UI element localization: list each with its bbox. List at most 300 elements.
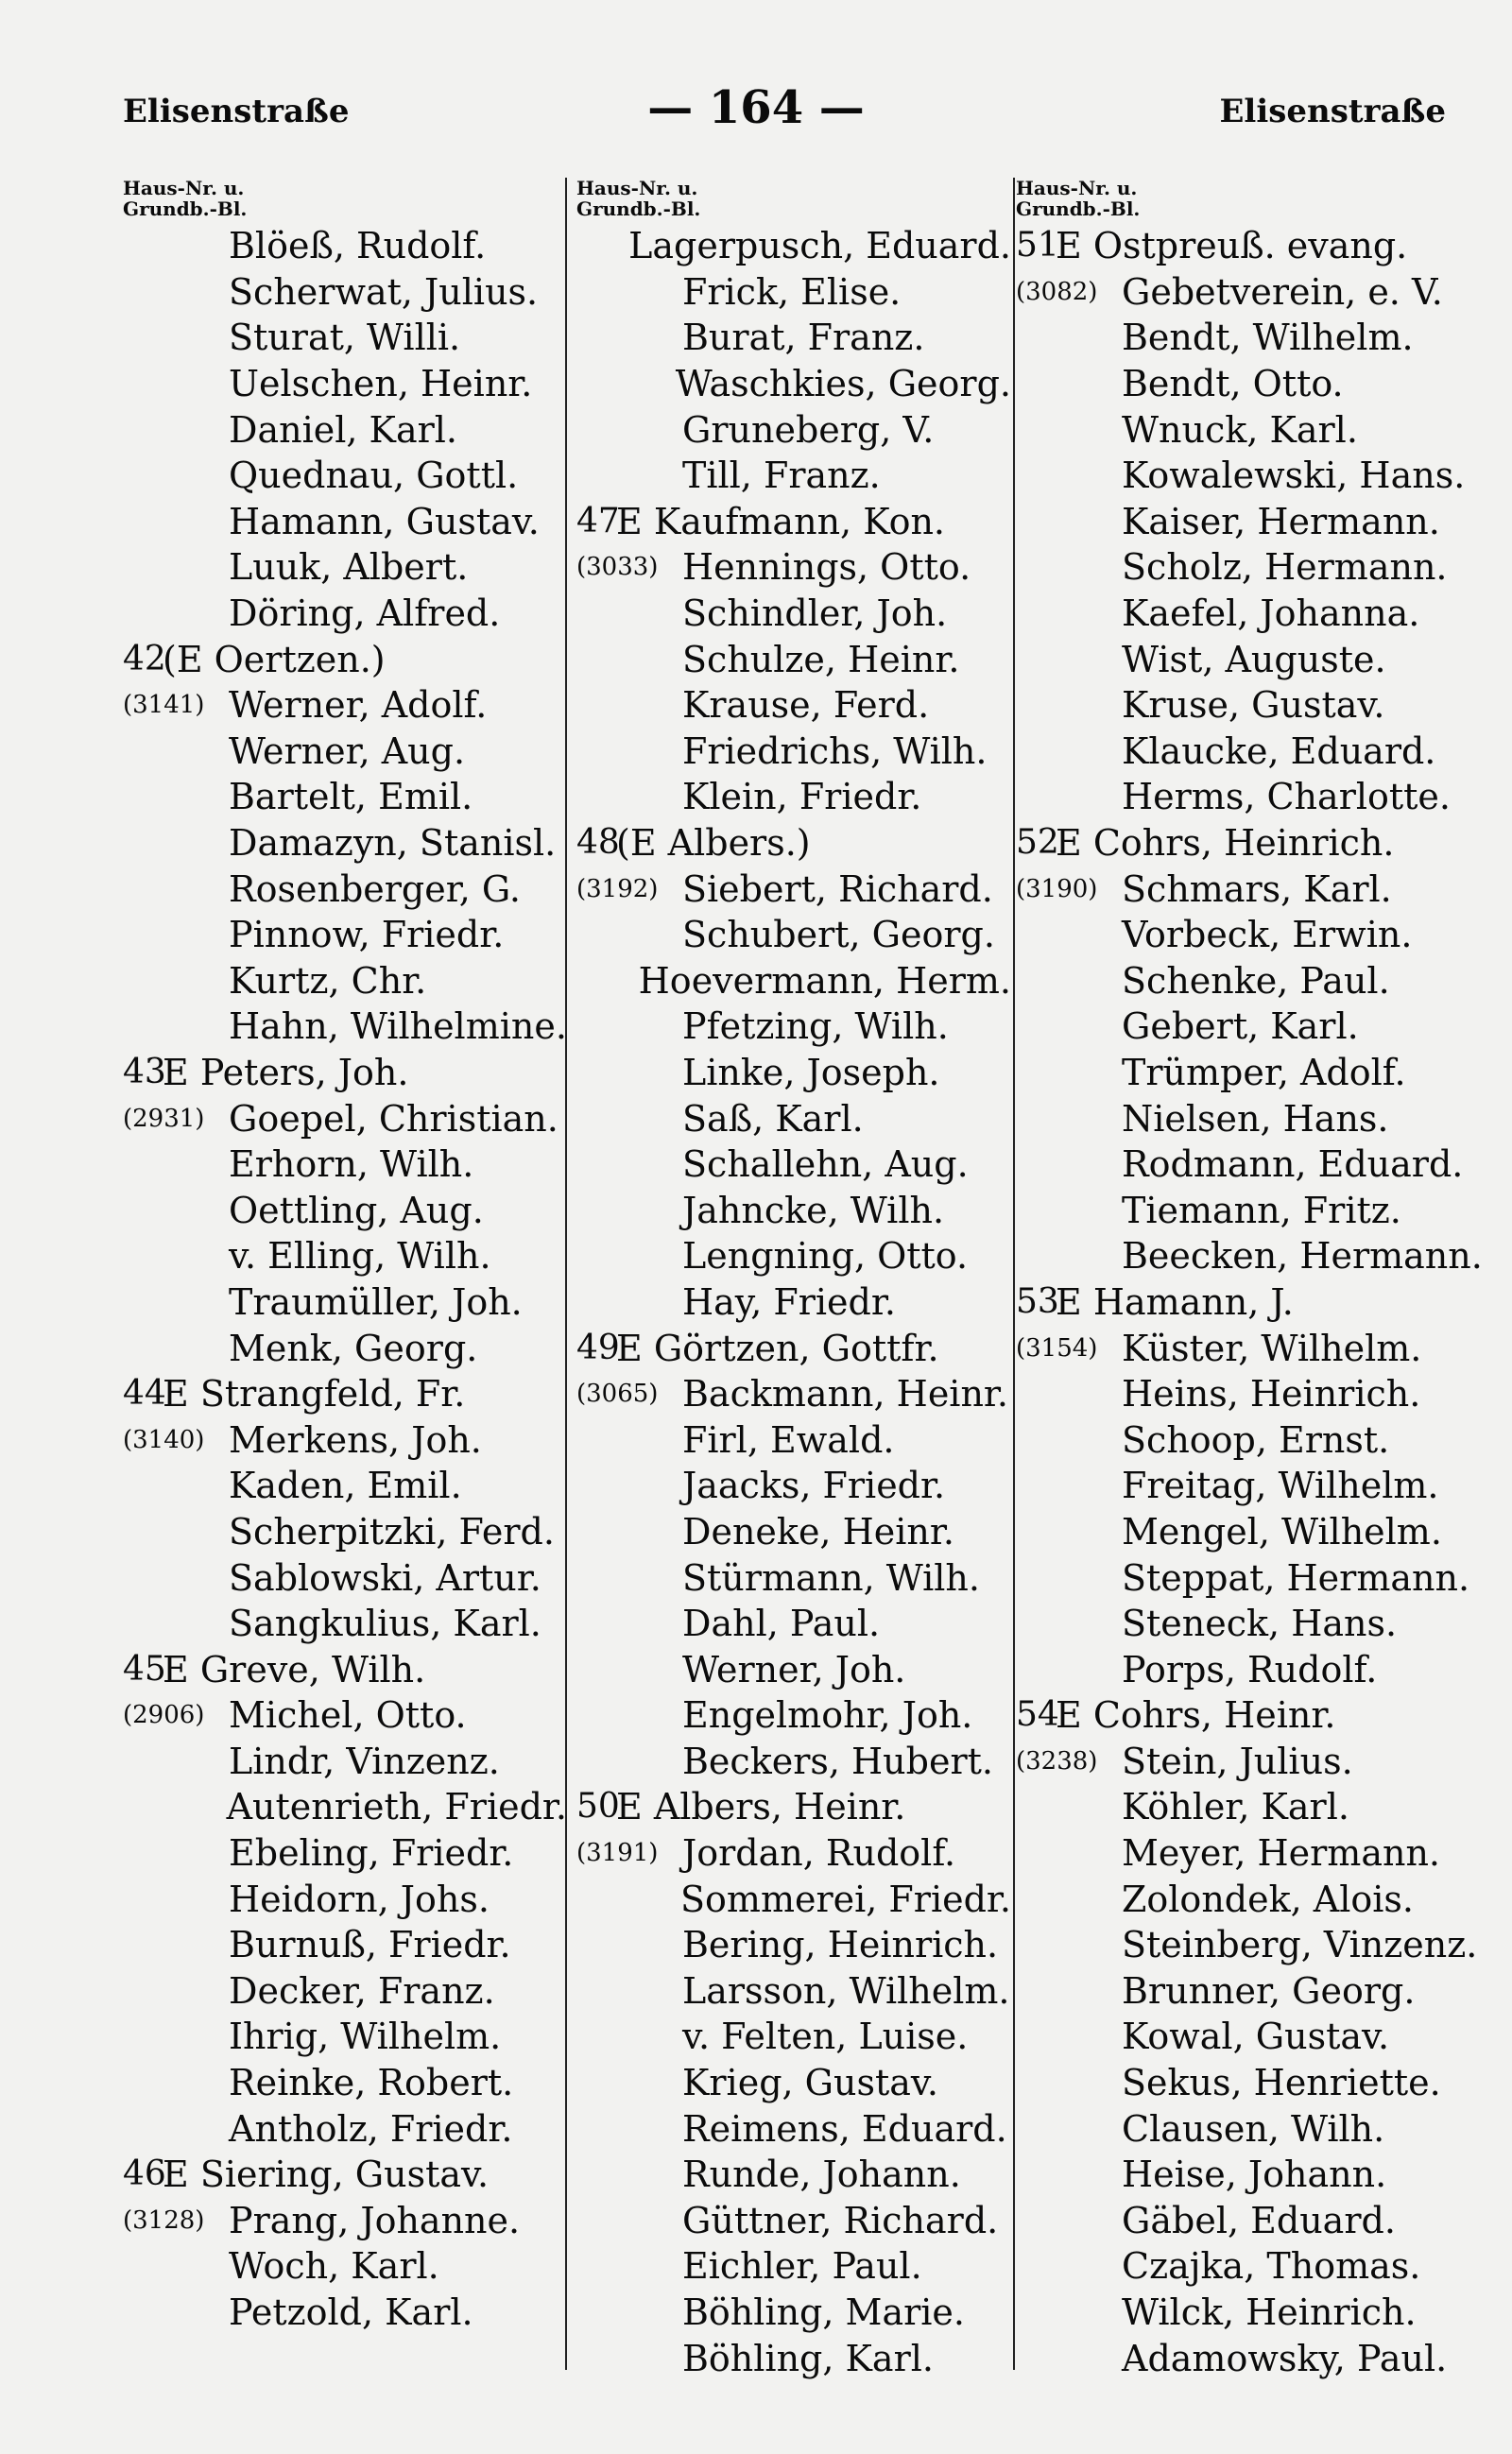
resident-name: Tiemann, Fritz. <box>1122 1189 1401 1231</box>
resident-name: Schulze, Heinr. <box>682 638 960 680</box>
resident-name: Heidorn, Johs. <box>229 1878 490 1920</box>
column-header <box>576 178 1011 223</box>
directory-entry <box>123 2243 567 2290</box>
resident-name: Böhling, Karl. <box>682 2337 934 2379</box>
directory-entry <box>1016 2060 1484 2106</box>
resident-name: Eichler, Paul. <box>682 2245 922 2288</box>
directory-entry <box>123 866 567 912</box>
directory-entry <box>123 1279 567 1326</box>
directory-column-3 <box>1016 178 1484 2381</box>
directory-entry <box>123 315 567 361</box>
house-number: 44 <box>123 1374 166 1414</box>
directory-entry <box>1016 866 1484 912</box>
directory-entry <box>576 636 1011 682</box>
resident-name: Heise, Johann. <box>1122 2154 1387 2196</box>
resident-name: Engelmohr, Joh. <box>682 1694 973 1737</box>
directory-entry <box>576 315 1011 361</box>
directory-entry <box>123 1922 567 1968</box>
directory-entry <box>123 544 567 591</box>
resident-name: Wilck, Heinrich. <box>1122 2291 1417 2334</box>
directory-entry <box>576 1325 1011 1371</box>
resident-name: Schindler, Joh. <box>682 592 948 635</box>
resident-name: v. Elling, Wilh. <box>229 1235 491 1278</box>
resident-name: Till, Franz. <box>682 455 881 497</box>
directory-entry <box>576 2335 1011 2381</box>
resident-name: Luuk, Albert. <box>229 546 469 589</box>
resident-name: Mengel, Wilhelm. <box>1122 1510 1442 1553</box>
directory-entry <box>1016 2290 1484 2336</box>
directory-entry <box>1016 1141 1484 1188</box>
resident-name: Wist, Auguste. <box>1122 638 1386 680</box>
house-number: 47 <box>576 501 620 541</box>
resident-name: Uelschen, Heinr. <box>229 363 533 405</box>
directory-entry <box>123 1416 567 1463</box>
directory-entry <box>576 1050 1011 1096</box>
resident-name: Beckers, Hubert. <box>682 1740 993 1782</box>
resident-name: Schmars, Karl. <box>1122 867 1392 910</box>
resident-name: Schallehn, Aug. <box>682 1143 969 1186</box>
resident-name: Döring, Alfred. <box>229 592 501 635</box>
directory-entry <box>1016 1416 1484 1463</box>
directory-entry <box>123 1050 567 1096</box>
directory-entry <box>576 1371 1011 1417</box>
directory-entry <box>123 820 567 867</box>
resident-name: Traumüller, Joh. <box>229 1280 523 1323</box>
resident-name: Küster, Wilhelm. <box>1122 1327 1422 1369</box>
directory-entry <box>1016 2014 1484 2060</box>
directory-entry <box>123 361 567 407</box>
directory-entry <box>1016 1692 1484 1739</box>
resident-name: Klaucke, Eduard. <box>1122 729 1436 772</box>
house-number: 50 <box>576 1787 620 1827</box>
directory-entry <box>576 958 1011 1004</box>
land-register-number: (3191) <box>576 1839 659 1868</box>
directory-column-1 <box>123 178 567 2335</box>
directory-entry <box>123 1646 567 1692</box>
directory-entry <box>1016 453 1484 499</box>
resident-name: Ebeling, Friedr. <box>229 1832 514 1875</box>
resident-name: Merkens, Joh. <box>229 1418 482 1461</box>
directory-entry <box>576 1463 1011 1509</box>
directory-entry <box>1016 544 1484 591</box>
resident-name: Hennings, Otto. <box>682 546 971 589</box>
resident-name: Krieg, Gustav. <box>682 2062 938 2104</box>
directory-entry <box>1016 591 1484 637</box>
directory-entry <box>576 2014 1011 2060</box>
resident-name: Deneke, Heinr. <box>682 1510 954 1553</box>
directory-entry <box>1016 1784 1484 1830</box>
resident-name: (E Oertzen.) <box>163 638 386 680</box>
directory-entry <box>123 1325 567 1371</box>
land-register-number: (3154) <box>1016 1333 1098 1363</box>
directory-entry <box>576 1004 1011 1050</box>
resident-name: Jahncke, Wilh. <box>682 1189 945 1231</box>
land-register-number: (3128) <box>123 2205 205 2235</box>
directory-entry <box>123 499 567 545</box>
directory-entry <box>576 1968 1011 2015</box>
resident-name: Dahl, Paul. <box>682 1603 881 1645</box>
directory-entry <box>123 2290 567 2336</box>
resident-name: Lagerpusch, Eduard. <box>628 225 1011 267</box>
resident-name: Erhorn, Wilh. <box>229 1143 474 1186</box>
directory-entry <box>576 2152 1011 2198</box>
resident-name: Adamowsky, Paul. <box>1122 2337 1448 2379</box>
resident-name: Heins, Heinrich. <box>1122 1373 1421 1416</box>
resident-name: E Siering, Gustav. <box>163 2154 490 2196</box>
resident-name: Gäbel, Eduard. <box>1122 2199 1396 2241</box>
directory-entry <box>1016 269 1484 316</box>
directory-entry <box>123 2060 567 2106</box>
directory-entry <box>1016 1601 1484 1647</box>
directory-entry <box>576 1554 1011 1601</box>
directory-entry <box>576 361 1011 407</box>
column-header-line1: Haus-Nr. u. <box>576 177 698 199</box>
directory-entry <box>1016 1830 1484 1877</box>
directory-entry <box>123 2152 567 2198</box>
directory-entry <box>576 1416 1011 1463</box>
directory-entry <box>576 682 1011 729</box>
directory-entry <box>576 499 1011 545</box>
resident-name: Brunner, Georg. <box>1122 1969 1416 2012</box>
resident-name: Pinnow, Friedr. <box>229 914 505 956</box>
directory-entry <box>123 1876 567 1922</box>
resident-name: Sablowski, Artur. <box>229 1556 541 1599</box>
resident-name: Hay, Friedr. <box>682 1280 896 1323</box>
resident-name: E Cohrs, Heinr. <box>1056 1694 1336 1737</box>
resident-name: Antholz, Friedr. <box>229 2107 513 2150</box>
directory-entry <box>123 1601 567 1647</box>
resident-name: Oettling, Aug. <box>229 1189 484 1231</box>
resident-name: Sangkulius, Karl. <box>229 1603 541 1645</box>
directory-entry <box>123 1004 567 1050</box>
column-header-line1: Haus-Nr. u. <box>123 177 245 199</box>
resident-name: Reimens, Eduard. <box>682 2107 1007 2150</box>
resident-name: v. Felten, Luise. <box>682 2016 969 2058</box>
directory-entry <box>1016 1050 1484 1096</box>
land-register-number: (3033) <box>576 553 659 582</box>
entry-list <box>1016 223 1484 2381</box>
directory-entry <box>1016 1876 1484 1922</box>
directory-entry <box>1016 1646 1484 1692</box>
directory-entry <box>123 1187 567 1233</box>
land-register-number: (2931) <box>123 1104 205 1133</box>
column-header <box>1016 178 1484 223</box>
resident-name: Bering, Heinrich. <box>682 1924 999 1966</box>
directory-entry <box>123 223 567 269</box>
resident-name: Porps, Rudolf. <box>1122 1648 1378 1690</box>
house-number: 48 <box>576 823 620 863</box>
directory-entry <box>576 1922 1011 1968</box>
resident-name: Vorbeck, Erwin. <box>1122 914 1413 956</box>
directory-entry <box>123 636 567 682</box>
house-number: 53 <box>1016 1281 1059 1321</box>
directory-entry <box>1016 1968 1484 2015</box>
directory-entry <box>123 1739 567 1785</box>
land-register-number: (3082) <box>1016 277 1098 306</box>
resident-name: Köhler, Karl. <box>1122 1786 1349 1828</box>
directory-entry <box>1016 774 1484 820</box>
resident-name: Decker, Franz. <box>229 1969 495 2012</box>
land-register-number: (3140) <box>123 1425 205 1454</box>
resident-name: Quednau, Gottl. <box>229 455 519 497</box>
resident-name: Saß, Karl. <box>682 1097 864 1140</box>
directory-entry <box>1016 1004 1484 1050</box>
directory-entry <box>576 1601 1011 1647</box>
resident-name: Woch, Karl. <box>229 2245 439 2288</box>
house-number: 42 <box>123 639 166 678</box>
resident-name: Autenrieth, Friedr. <box>226 1786 567 1828</box>
resident-name: Güttner, Richard. <box>682 2199 999 2241</box>
resident-name: Clausen, Wilh. <box>1122 2107 1385 2150</box>
directory-entry <box>1016 1371 1484 1417</box>
resident-name: Lengning, Otto. <box>682 1235 969 1278</box>
resident-name: Bendt, Otto. <box>1122 363 1344 405</box>
resident-name: Werner, Adolf. <box>229 684 488 727</box>
page-number: — 164 — <box>647 81 865 134</box>
directory-entry <box>576 1187 1011 1233</box>
resident-name: Stein, Julius. <box>1122 1740 1353 1782</box>
resident-name: Kurtz, Chr. <box>229 959 427 1002</box>
resident-name: Pfetzing, Wilh. <box>682 1005 949 1048</box>
entry-list <box>576 223 1011 2381</box>
directory-entry <box>1016 958 1484 1004</box>
resident-name: Firl, Ewald. <box>682 1418 895 1461</box>
resident-name: Krause, Ferd. <box>682 684 930 727</box>
resident-name: Sommerei, Friedr. <box>680 1878 1011 1920</box>
resident-name: E Albers, Heinr. <box>616 1786 906 1828</box>
directory-entry <box>576 453 1011 499</box>
directory-entry <box>576 1141 1011 1188</box>
resident-name: Siebert, Richard. <box>682 867 993 910</box>
directory-entry <box>123 958 567 1004</box>
directory-entry <box>1016 1463 1484 1509</box>
directory-entry <box>576 1233 1011 1279</box>
resident-name: Prang, Johanne. <box>229 2199 521 2241</box>
resident-name: Schubert, Georg. <box>682 914 995 956</box>
land-register-number: (3192) <box>576 874 659 903</box>
directory-entry <box>576 269 1011 316</box>
house-number: 54 <box>1016 1695 1059 1735</box>
resident-name: Kaiser, Hermann. <box>1122 500 1440 542</box>
directory-entry <box>576 1830 1011 1877</box>
resident-name: Damazyn, Stanisl. <box>229 822 557 865</box>
resident-name: Steinberg, Vinzenz. <box>1122 1924 1478 1966</box>
directory-entry <box>123 1554 567 1601</box>
directory-entry <box>123 591 567 637</box>
directory-entry <box>576 774 1011 820</box>
house-number: 49 <box>576 1328 620 1367</box>
directory-entry <box>1016 2105 1484 2152</box>
resident-name: E Ostpreuß. evang. <box>1056 225 1408 267</box>
directory-entry <box>1016 315 1484 361</box>
resident-name: Beecken, Hermann. <box>1122 1235 1483 1278</box>
directory-entry <box>123 1463 567 1509</box>
land-register-number: (3238) <box>1016 1746 1098 1776</box>
directory-entry <box>123 1509 567 1555</box>
resident-name: Blöeß, Rudolf. <box>229 225 487 267</box>
resident-name: Werner, Joh. <box>682 1648 906 1690</box>
resident-name: Hahn, Wilhelmine. <box>229 1005 567 1048</box>
resident-name: Rosenberger, G. <box>229 867 521 910</box>
resident-name: Burnuß, Friedr. <box>229 1924 511 1966</box>
directory-entry <box>1016 2152 1484 2198</box>
resident-name: Steneck, Hans. <box>1122 1603 1398 1645</box>
directory-entry <box>123 1692 567 1739</box>
house-number: 43 <box>123 1052 166 1091</box>
directory-entry <box>576 729 1011 775</box>
directory-entry <box>123 2014 567 2060</box>
resident-name: Jordan, Rudolf. <box>682 1832 956 1875</box>
resident-name: Runde, Johann. <box>682 2154 961 2196</box>
directory-entry <box>576 1279 1011 1326</box>
resident-name: Kaefel, Johanna. <box>1122 592 1420 635</box>
directory-entry <box>1016 1233 1484 1279</box>
directory-entry <box>123 406 567 453</box>
resident-name: Scherpitzki, Ferd. <box>229 1510 555 1553</box>
directory-entry <box>576 2243 1011 2290</box>
resident-name: Scherwat, Julius. <box>229 270 539 313</box>
running-head-left: Elisenstraße <box>123 93 350 130</box>
directory-entry <box>576 820 1011 867</box>
directory-entry <box>123 1141 567 1188</box>
directory-entry <box>123 269 567 316</box>
resident-name: Reinke, Robert. <box>229 2062 514 2104</box>
resident-name: Larsson, Wilhelm. <box>682 1969 1010 2012</box>
directory-entry <box>576 544 1011 591</box>
directory-entry <box>123 912 567 958</box>
resident-name: Böhling, Marie. <box>682 2291 965 2334</box>
directory-entry <box>576 1692 1011 1739</box>
resident-name: (E Albers.) <box>616 822 811 865</box>
resident-name: Hamann, Gustav. <box>229 500 540 542</box>
resident-name: Czajka, Thomas. <box>1122 2245 1421 2288</box>
resident-name: Trümper, Adolf. <box>1122 1051 1406 1093</box>
directory-entry <box>576 2290 1011 2336</box>
resident-name: E Hamann, J. <box>1056 1280 1294 1323</box>
directory-entry <box>123 1968 567 2015</box>
column-divider <box>1013 178 1015 2370</box>
column-header-line2: Grundb.-Bl. <box>576 197 701 220</box>
resident-name: Nielsen, Hans. <box>1122 1097 1389 1140</box>
resident-name: Daniel, Karl. <box>229 408 457 451</box>
resident-name: Stürmann, Wilh. <box>682 1556 980 1599</box>
directory-entry <box>1016 499 1484 545</box>
resident-name: Herms, Charlotte. <box>1122 776 1451 818</box>
house-number: 51 <box>1016 226 1059 266</box>
directory-entry <box>123 1095 567 1141</box>
directory-entry <box>1016 1509 1484 1555</box>
running-head-right: Elisenstraße <box>1219 93 1446 130</box>
directory-entry <box>576 2198 1011 2244</box>
directory-entry <box>1016 223 1484 269</box>
directory-entry <box>576 2060 1011 2106</box>
directory-entry <box>123 453 567 499</box>
directory-entry <box>1016 406 1484 453</box>
resident-name: Werner, Aug. <box>229 729 466 772</box>
resident-name: Menk, Georg. <box>229 1327 478 1369</box>
resident-name: Gebert, Karl. <box>1122 1005 1359 1048</box>
directory-entry <box>576 406 1011 453</box>
directory-entry <box>1016 2243 1484 2290</box>
house-number: 45 <box>123 1649 166 1689</box>
resident-name: Jaacks, Friedr. <box>682 1465 946 1507</box>
resident-name: E Görtzen, Gottfr. <box>616 1327 939 1369</box>
resident-name: Gruneberg, V. <box>682 408 935 451</box>
resident-name: Petzold, Karl. <box>229 2291 473 2334</box>
directory-entry <box>1016 636 1484 682</box>
directory-entry <box>576 912 1011 958</box>
directory-entry <box>123 1233 567 1279</box>
resident-name: Hoevermann, Herm. <box>638 959 1011 1002</box>
directory-entry <box>123 2105 567 2152</box>
directory-entry <box>576 223 1011 269</box>
resident-name: Goepel, Christian. <box>229 1097 558 1140</box>
directory-entry <box>576 1646 1011 1692</box>
directory-entry <box>123 1830 567 1877</box>
resident-name: E Cohrs, Heinrich. <box>1056 822 1395 865</box>
directory-entry <box>123 1371 567 1417</box>
resident-name: Linke, Joseph. <box>682 1051 940 1093</box>
directory-entry <box>1016 1325 1484 1371</box>
directory-entry <box>576 1095 1011 1141</box>
directory-entry <box>576 2105 1011 2152</box>
resident-name: Scholz, Hermann. <box>1122 546 1448 589</box>
resident-name: Kowal, Gustav. <box>1122 2016 1390 2058</box>
directory-entry <box>576 1876 1011 1922</box>
resident-name: Ihrig, Wilhelm. <box>229 2016 502 2058</box>
directory-entry <box>1016 1279 1484 1326</box>
directory-column-2 <box>576 178 1011 2381</box>
resident-name: Freitag, Wilhelm. <box>1122 1465 1439 1507</box>
directory-entry <box>1016 1095 1484 1141</box>
directory-entry <box>1016 682 1484 729</box>
directory-entry <box>576 1784 1011 1830</box>
directory-entry <box>576 1509 1011 1555</box>
resident-name: E Strangfeld, Fr. <box>163 1373 466 1416</box>
resident-name: Waschkies, Georg. <box>675 363 1011 405</box>
directory-entry <box>1016 361 1484 407</box>
resident-name: Wnuck, Karl. <box>1122 408 1358 451</box>
resident-name: Zolondek, Alois. <box>1122 1878 1414 1920</box>
directory-entry <box>1016 1739 1484 1785</box>
land-register-number: (3190) <box>1016 874 1098 903</box>
resident-name: Bendt, Wilhelm. <box>1122 317 1414 359</box>
resident-name: Gebetverein, e. V. <box>1122 270 1443 313</box>
resident-name: Michel, Otto. <box>229 1694 467 1737</box>
house-number: 46 <box>123 2154 166 2194</box>
column-header <box>123 178 567 223</box>
resident-name: Lindr, Vinzenz. <box>229 1740 500 1782</box>
directory-entry <box>123 774 567 820</box>
resident-name: Burat, Franz. <box>682 317 925 359</box>
resident-name: Schoop, Ernst. <box>1122 1418 1390 1461</box>
resident-name: Klein, Friedr. <box>682 776 922 818</box>
land-register-number: (3141) <box>123 691 205 720</box>
land-register-number: (2906) <box>123 1701 205 1730</box>
resident-name: Kaden, Emil. <box>229 1465 462 1507</box>
resident-name: E Kaufmann, Kon. <box>616 500 945 542</box>
house-number: 52 <box>1016 823 1059 863</box>
land-register-number: (3065) <box>576 1380 659 1409</box>
directory-entry <box>1016 729 1484 775</box>
resident-name: Friedrichs, Wilh. <box>682 729 988 772</box>
directory-entry <box>1016 2198 1484 2244</box>
resident-name: Schenke, Paul. <box>1122 959 1390 1002</box>
column-header-line2: Grundb.-Bl. <box>123 197 248 220</box>
resident-name: Rodmann, Eduard. <box>1122 1143 1464 1186</box>
resident-name: Sekus, Henriette. <box>1122 2062 1441 2104</box>
resident-name: E Peters, Joh. <box>163 1051 409 1093</box>
